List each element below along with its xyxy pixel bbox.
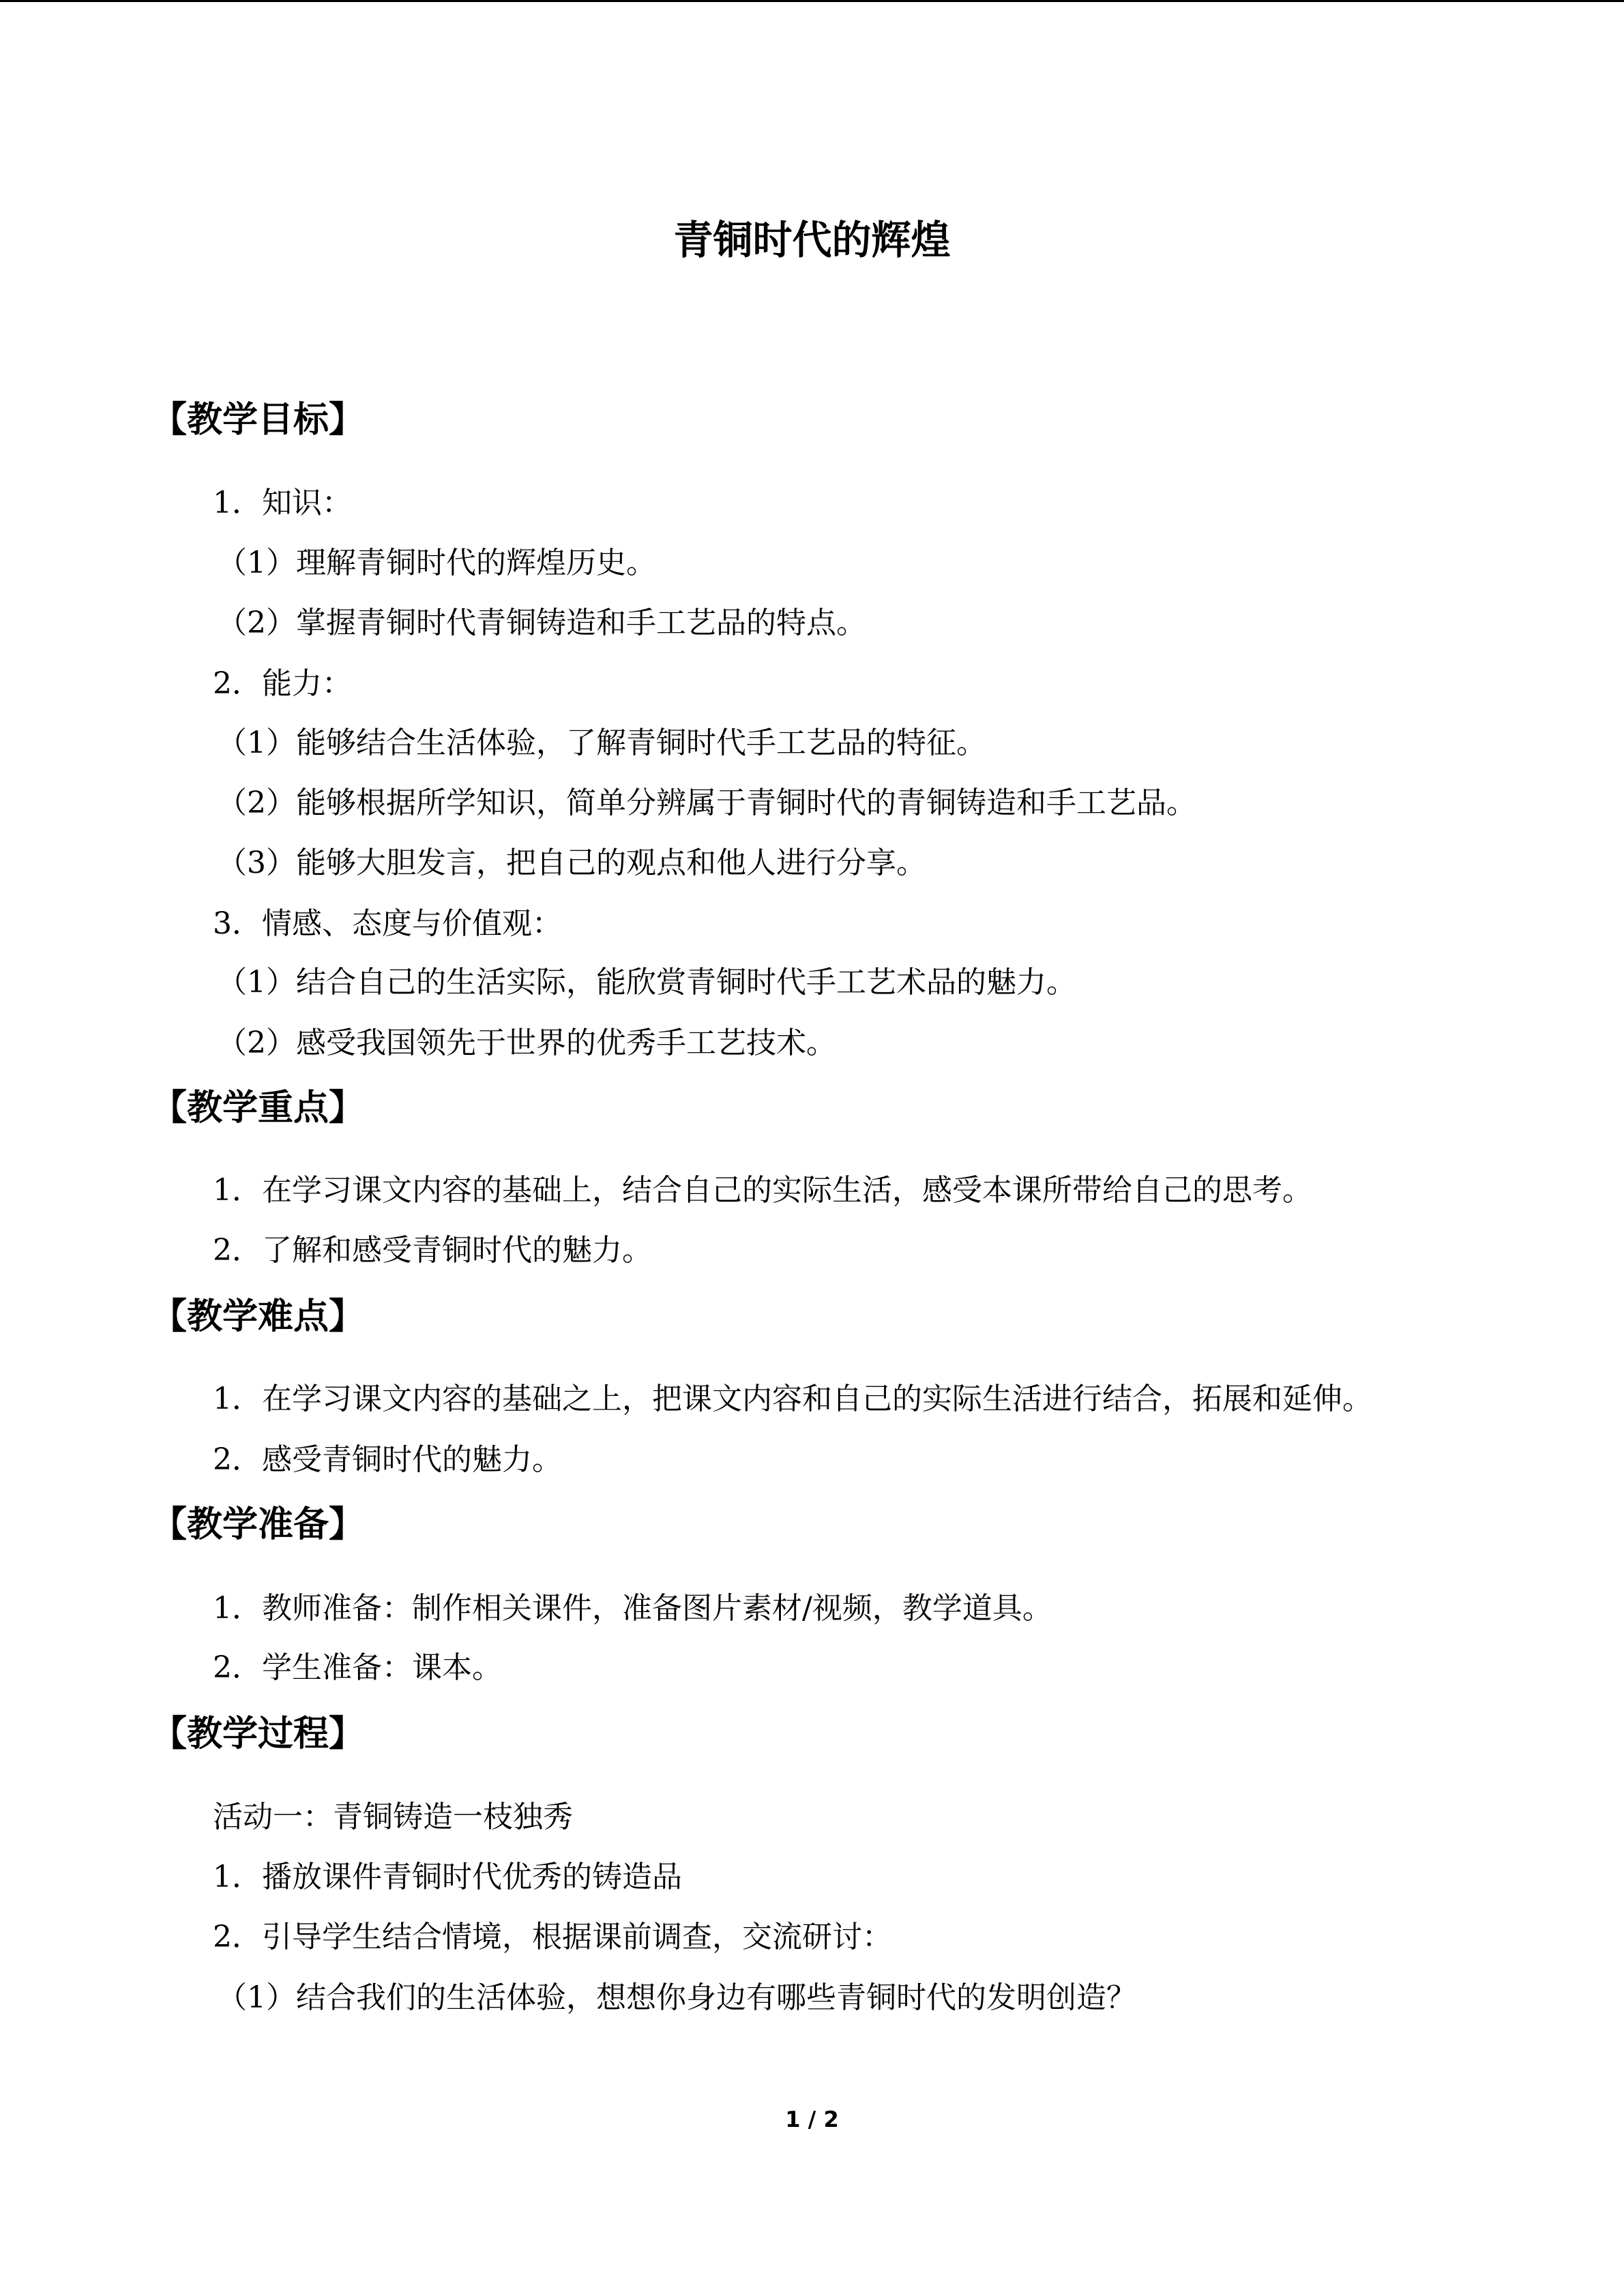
difficulties-line: 1．在学习课文内容的基础之上，把课文内容和自己的实际生活进行结合，拓展和延伸。 [213, 1382, 1372, 1416]
objectives-line: （2）感受我国领先于世界的优秀手工艺技术。 [217, 1026, 836, 1060]
page-number: 1 / 2 [785, 2106, 839, 2132]
difficulties-line: 2．感受青铜时代的魅力。 [213, 1442, 562, 1477]
preparation-line: 2．学生准备：课本。 [213, 1650, 502, 1685]
objectives-line: 1．知识： [213, 486, 352, 520]
objectives-line: （2）掌握青铜时代青铜铸造和手工艺品的特点。 [217, 606, 866, 640]
objectives-line: （1）结合自己的生活实际，能欣赏青铜时代手工艺术品的魅力。 [217, 965, 1076, 1000]
top-border-rule [0, 0, 1624, 2]
objectives-line: （1）理解青铜时代的辉煌历史。 [217, 546, 656, 580]
key-points-line: 1．在学习课文内容的基础上，结合自己的实际生活，感受本课所带给自己的思考。 [213, 1173, 1312, 1208]
objectives-line: （3）能够大胆发言，把自己的观点和他人进行分享。 [217, 846, 926, 880]
heading-teaching-key-points: 【教学重点】 [151, 1088, 365, 1129]
preparation-line: 1．教师准备：制作相关课件，准备图片素材/视频，教学道具。 [213, 1591, 1052, 1626]
heading-teaching-objectives: 【教学目标】 [151, 400, 365, 441]
objectives-line: （1）能够结合生活体验，了解青铜时代手工艺品的特征。 [217, 726, 986, 760]
document-title: 青铜时代的辉煌 [673, 217, 951, 263]
process-line: 2．引导学生结合情境，根据课前调查，交流研讨： [213, 1920, 892, 1954]
objectives-line: （2）能够根据所学知识，简单分辨属于青铜时代的青铜铸造和手工艺品。 [217, 786, 1196, 820]
process-line: 活动一：青铜铸造一枝独秀 [213, 1800, 573, 1834]
heading-teaching-preparation: 【教学准备】 [151, 1504, 365, 1545]
objectives-line: 2．能力： [213, 666, 352, 701]
process-line: （1）结合我们的生活体验，想想你身边有哪些青铜时代的发明创造？ [217, 1980, 1136, 2015]
heading-teaching-difficulties: 【教学难点】 [151, 1296, 365, 1337]
process-line: 1．播放课件青铜时代优秀的铸造品 [213, 1860, 682, 1894]
objectives-line: 3．情感、态度与价值观： [213, 906, 562, 941]
heading-teaching-process: 【教学过程】 [151, 1714, 365, 1755]
key-points-line: 2．了解和感受青铜时代的魅力。 [213, 1233, 652, 1268]
